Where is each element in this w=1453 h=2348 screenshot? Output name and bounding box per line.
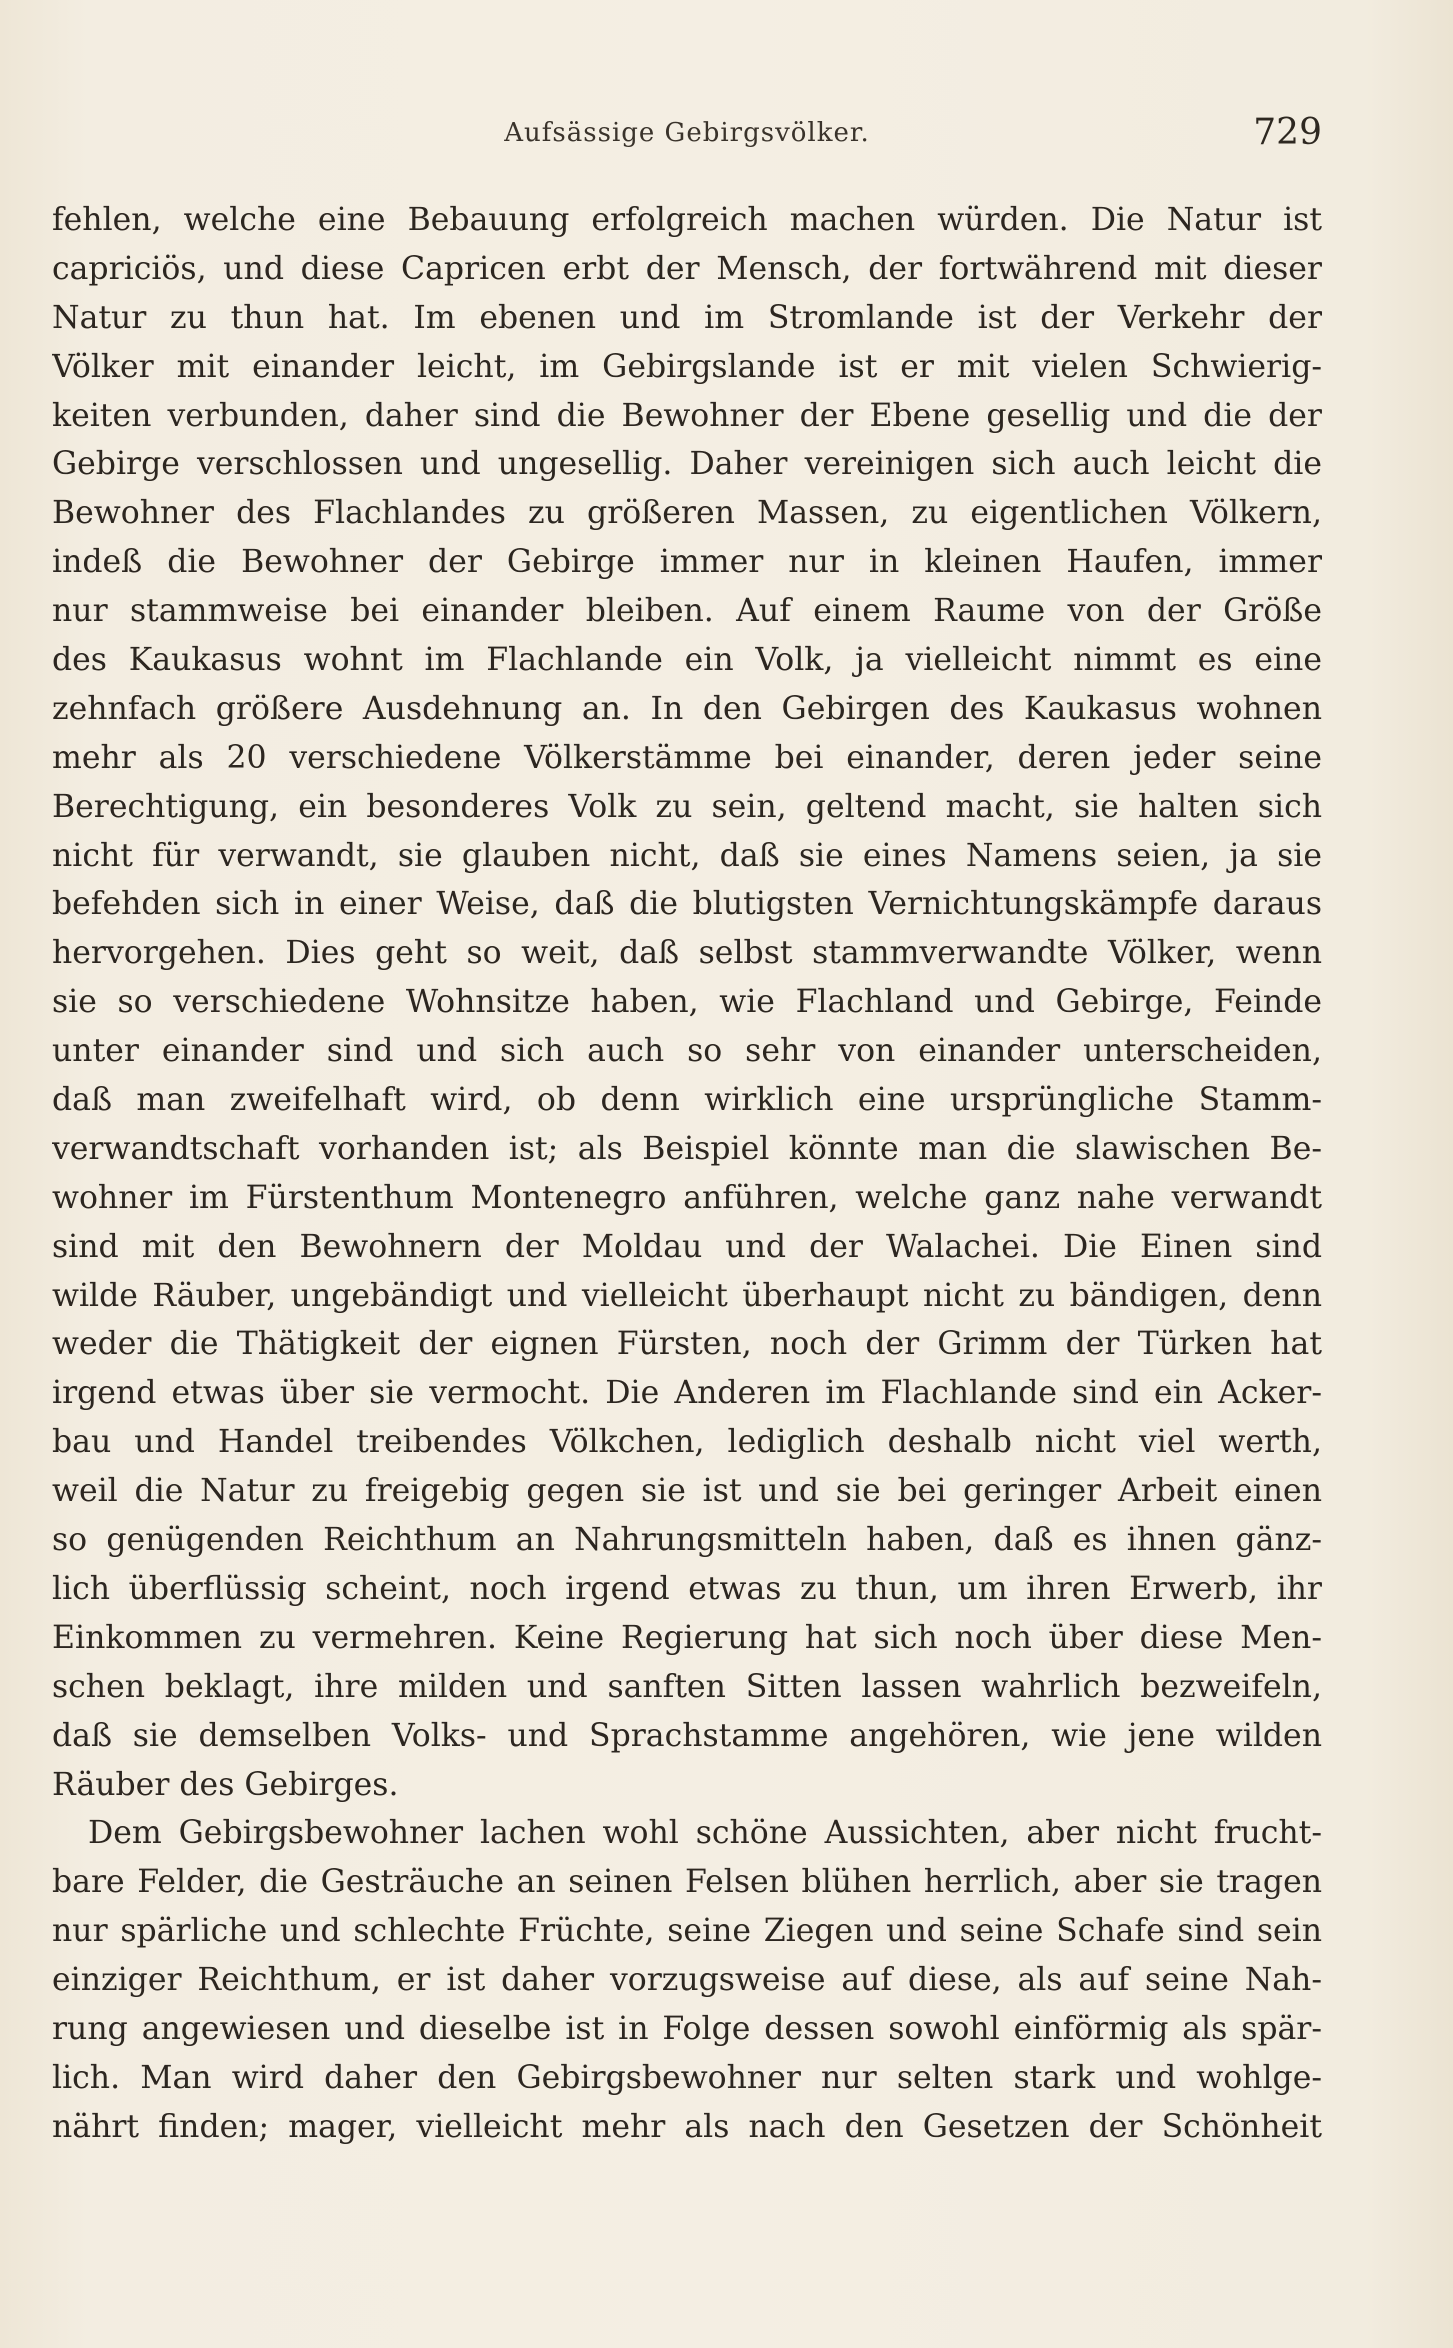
text-line: irgend etwas über sie vermocht. Die Anderen im Flachlande sind ein Acker- bbox=[52, 1375, 1322, 1412]
running-title: Aufsässige Gebirgsvölker. bbox=[504, 118, 870, 148]
text-line: des Kaukasus wohnt im Flachlande ein Volk, ja vielleicht nimmt es eine bbox=[52, 642, 1322, 679]
text-line: unter einander sind und sich auch so sehr von einander unterscheiden, bbox=[52, 1033, 1322, 1070]
text-line: weil die Natur zu freigebig gegen sie ist und sie bei geringer Arbeit einen bbox=[52, 1473, 1322, 1510]
text-line: bau und Handel treibendes Völkchen, lediglich deshalb nicht viel werth, bbox=[52, 1424, 1322, 1461]
paragraph-start-line: Dem Gebirgsbewohner lachen wohl schöne Aussichten, aber nicht frucht- bbox=[88, 1815, 1322, 1852]
text-line: sind mit den Bewohnern der Moldau und der Walachei. Die Einen sind bbox=[52, 1228, 1322, 1265]
page-number: 729 bbox=[1253, 112, 1322, 153]
text-line: sie so verschiedene Wohnsitze haben, wie Flachland und Gebirge, Feinde bbox=[52, 984, 1322, 1021]
text-line: Völker mit einander leicht, im Gebirgslande ist er mit vielen Schwierig- bbox=[52, 348, 1322, 385]
paragraph-end-line: Räuber des Gebirges. bbox=[52, 1766, 399, 1803]
text-line: hervorgehen. Dies geht so weit, daß selbst stammverwandte Völker, wenn bbox=[52, 935, 1322, 972]
text-line: wilde Räuber, ungebändigt und vielleicht überhaupt nicht zu bändigen, denn bbox=[52, 1277, 1322, 1314]
text-line: Einkommen zu vermehren. Keine Regierung hat sich noch über diese Men- bbox=[52, 1619, 1322, 1656]
text-line: lich. Man wird daher den Gebirgsbewohner nur selten stark und wohlge- bbox=[52, 2059, 1322, 2096]
text-line: rung angewiesen und dieselbe ist in Folge dessen sowohl einförmig als spär- bbox=[52, 2010, 1322, 2047]
text-line: wohner im Fürstenthum Montenegro anführen, welche ganz nahe verwandt bbox=[52, 1179, 1322, 1216]
text-line: indeß die Bewohner der Gebirge immer nur in kleinen Haufen, immer bbox=[52, 544, 1322, 581]
text-line: einziger Reichthum, er ist daher vorzugsweise auf diese, als auf seine Nah- bbox=[52, 1962, 1322, 1999]
text-line: nur stammweise bei einander bleiben. Auf einem Raume von der Größe bbox=[52, 593, 1322, 630]
text-line: nicht für verwandt, sie glauben nicht, daß sie eines Namens seien, ja sie bbox=[52, 837, 1322, 874]
page-header bbox=[52, 112, 1322, 162]
text-line: nur spärliche und schlechte Früchte, seine Ziegen und seine Schafe sind sein bbox=[52, 1913, 1322, 1950]
text-line: keiten verbunden, daher sind die Bewohner der Ebene gesellig und die der bbox=[52, 397, 1322, 434]
body-text bbox=[52, 196, 1322, 2152]
text-line: daß man zweifelhaft wird, ob denn wirklich eine ursprüngliche Stamm- bbox=[52, 1082, 1322, 1119]
text-line: Berechtigung, ein besonderes Volk zu sein, geltend macht, sie halten sich bbox=[52, 788, 1322, 825]
text-line: mehr als 20 verschiedene Völkerstämme bei einander, deren jeder seine bbox=[52, 739, 1322, 776]
text-line: befehden sich in einer Weise, daß die blutigsten Vernichtungskämpfe daraus bbox=[52, 886, 1322, 923]
text-line: schen beklagt, ihre milden und sanften Sitten lassen wahrlich bezweifeln, bbox=[52, 1668, 1322, 1705]
text-line: so genügenden Reichthum an Nahrungsmitteln haben, daß es ihnen gänz- bbox=[52, 1522, 1322, 1559]
text-line: nährt finden; mager, vielleicht mehr als nach den Gesetzen der Schönheit bbox=[52, 2108, 1322, 2145]
text-line: verwandtschaft vorhanden ist; als Beispiel könnte man die slawischen Be- bbox=[52, 1130, 1322, 1167]
text-line: bare Felder, die Gesträuche an seinen Felsen blühen herrlich, aber sie tragen bbox=[52, 1864, 1322, 1901]
text-line: capriciös, und diese Capricen erbt der Mensch, der fortwährend mit dieser bbox=[52, 250, 1322, 287]
text-line: Gebirge verschlossen und ungesellig. Daher vereinigen sich auch leicht die bbox=[52, 446, 1322, 483]
text-line: Bewohner des Flachlandes zu größeren Massen, zu eigentlichen Völkern, bbox=[52, 495, 1322, 532]
text-line: Natur zu thun hat. Im ebenen und im Stromlande ist der Verkehr der bbox=[52, 299, 1322, 336]
text-line: weder die Thätigkeit der eignen Fürsten, noch der Grimm der Türken hat bbox=[52, 1326, 1322, 1363]
text-line: lich überflüssig scheint, noch irgend etwas zu thun, um ihren Erwerb, ihr bbox=[52, 1570, 1322, 1607]
text-line: fehlen, welche eine Bebauung erfolgreich machen würden. Die Natur ist bbox=[52, 202, 1322, 238]
text-line: zehnfach größere Ausdehnung an. In den Gebirgen des Kaukasus wohnen bbox=[52, 690, 1322, 727]
text-line: daß sie demselben Volks- und Sprachstamme angehören, wie jene wilden bbox=[52, 1717, 1322, 1754]
